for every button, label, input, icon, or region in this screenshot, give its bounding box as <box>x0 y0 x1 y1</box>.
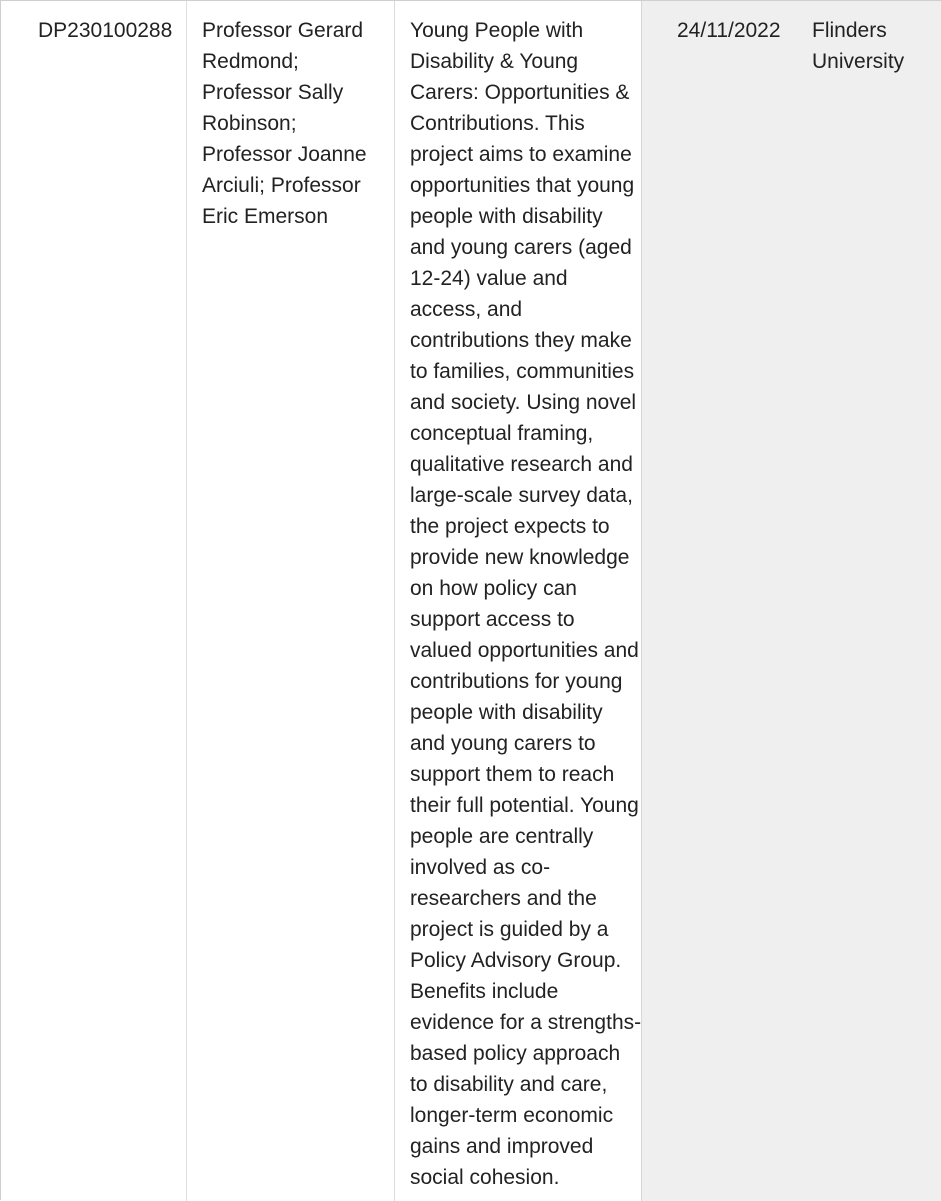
summary-line: and young carers to <box>410 732 596 755</box>
summary-line: to disability and care, <box>410 1073 608 1096</box>
summary-line: people with disability <box>410 205 603 228</box>
summary-line: to families, communities <box>410 360 635 383</box>
summary-line: contributions they make <box>410 329 632 352</box>
summary-line: their full potential. Young <box>410 794 639 817</box>
investigators-line: Professor Joanne <box>202 143 367 166</box>
summary-line: evidence for a strengths- <box>410 1011 642 1034</box>
summary-line: conceptual framing, <box>410 422 594 445</box>
summary-line: valued opportunities and <box>410 639 639 662</box>
investigators-cell <box>186 1 386 1201</box>
announcement-date-cell <box>641 1 798 1201</box>
summary-line: longer-term economic <box>410 1104 614 1127</box>
summary-line: Carers: Opportunities & <box>410 81 630 104</box>
summary-line: people are centrally <box>410 825 594 848</box>
investigators-line: Arciuli; Professor <box>202 174 361 197</box>
summary-line: researchers and the <box>410 887 597 910</box>
summary-line: and society. Using novel <box>410 391 637 414</box>
summary-line: contributions for young <box>410 670 623 693</box>
summary-line: on how policy can <box>410 577 577 600</box>
investigators-line: Robinson; <box>202 112 297 135</box>
summary-line: social cohesion. <box>410 1166 560 1189</box>
summary-line: support access to <box>410 608 575 631</box>
summary-line: the project expects to <box>410 515 610 538</box>
summary-line: support them to reach <box>410 763 615 786</box>
summary-line: Benefits include <box>410 980 559 1003</box>
summary-line: project is guided by a <box>410 918 609 941</box>
organisation-line: Flinders <box>812 19 887 42</box>
summary-line: 12-24) value and <box>410 267 568 290</box>
organisation-cell <box>798 1 941 1201</box>
announcement-date: 24/11/2022 <box>677 19 781 42</box>
investigators-line: Eric Emerson <box>202 205 329 228</box>
investigators-line: Redmond; <box>202 50 299 73</box>
investigators-line: Professor Gerard <box>202 19 364 42</box>
summary-line: Policy Advisory Group. <box>410 949 622 972</box>
organisation-line: University <box>812 50 905 73</box>
summary-line: gains and improved <box>410 1135 594 1158</box>
summary-line: Contributions. This <box>410 112 585 135</box>
summary-line: access, and <box>410 298 523 321</box>
summary-line: opportunities that young <box>410 174 635 197</box>
summary-line: based policy approach <box>410 1042 621 1065</box>
summary-line: large-scale survey data, <box>410 484 633 507</box>
investigators-line: Professor Sally <box>202 81 344 104</box>
table-row <box>1 1 941 1201</box>
summary-line: project aims to examine <box>410 143 632 166</box>
grant-id: DP230100288 <box>38 19 173 42</box>
summary-line: provide new knowledge <box>410 546 630 569</box>
summary-line: involved as co- <box>410 856 551 879</box>
summary-line: people with disability <box>410 701 603 724</box>
grant-id-cell <box>1 1 186 1201</box>
project-summary-cell <box>394 1 642 1201</box>
summary-line: and young carers (aged <box>410 236 632 259</box>
summary-line: Young People with <box>410 19 584 42</box>
summary-line: qualitative research and <box>410 453 633 476</box>
summary-line: Disability & Young <box>410 50 579 73</box>
